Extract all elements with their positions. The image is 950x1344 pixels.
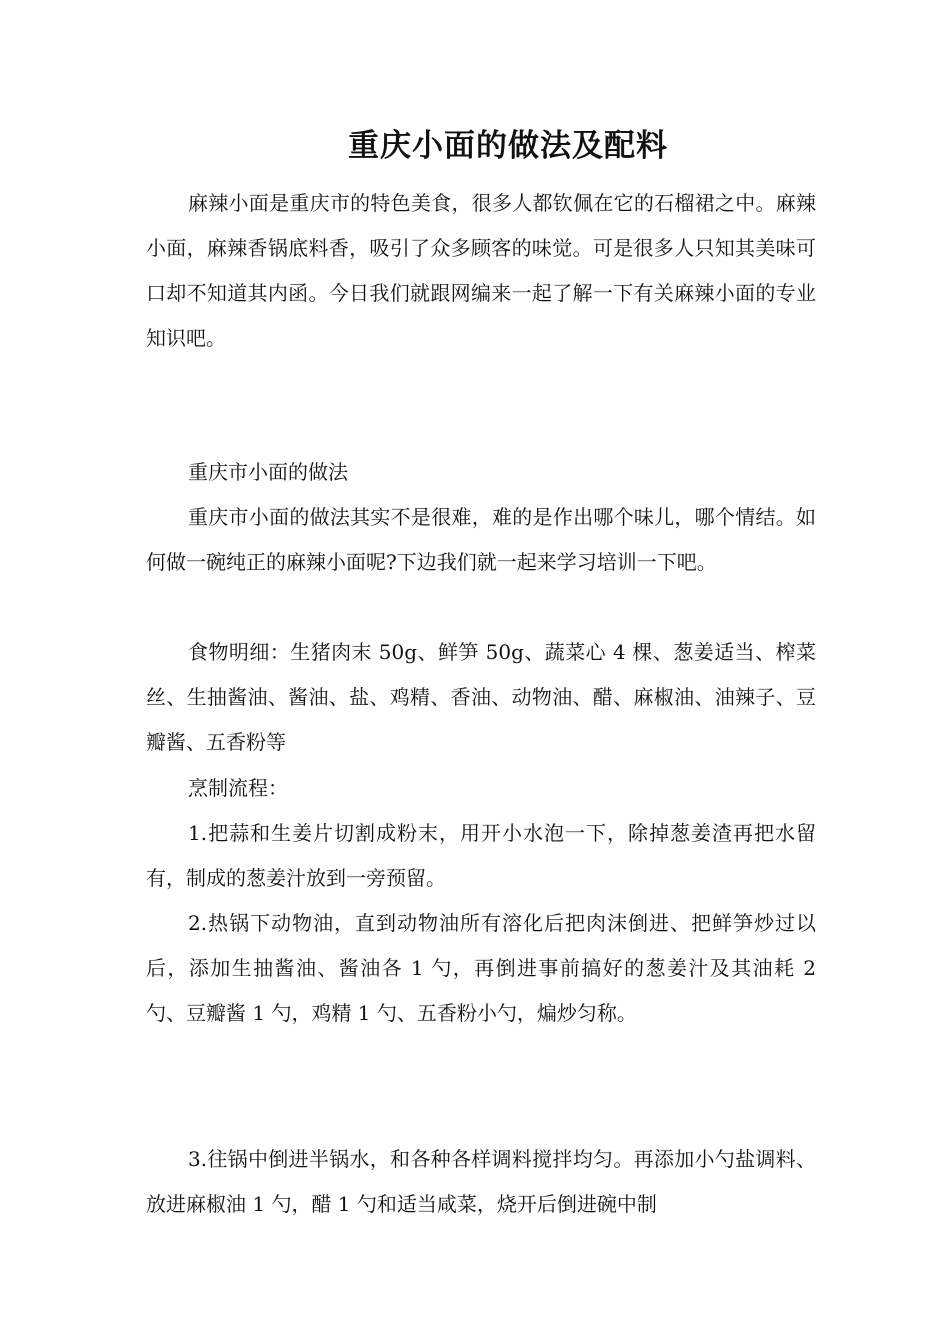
document-title: 重庆小面的做法及配料 bbox=[348, 128, 668, 164]
step-2-paragraph: 2.热锅下动物油，直到动物油所有溶化后把肉沫倒进、把鲜笋炒过以后，添加生抽酱油、酱油各 1 勺，再倒进事前搞好的葱姜汁及其油耗 2 勺、豆瓣酱 1 勺，鸡精 1 勺、五香粉小勺，煸炒匀称。 bbox=[146, 911, 816, 1025]
process-heading: 烹制流程： bbox=[188, 776, 288, 800]
section-intro-paragraph: 重庆市小面的做法其实不是很难，难的是作出哪个味儿，哪个情结。如何做一碗纯正的麻辣小面呢?下边我们就一起来学习培训一下吧。 bbox=[146, 505, 816, 574]
intro-paragraph: 麻辣小面是重庆市的特色美食，很多人都钦佩在它的石榴裙之中。麻辣小面，麻辣香锅底料香，吸引了众多顾客的味觉。可是很多人只知其美味可口却不知道其内函。今日我们就跟网编来一起了解一下有关麻辣小面的专业知识吧。 bbox=[146, 191, 816, 350]
step-3-paragraph: 3.往锅中倒进半锅水，和各种各样调料搅拌均匀。再添加小勺盐调料、放进麻椒油 1 勺，醋 1 勺和适当咸菜，烧开后倒进碗中制 bbox=[146, 1147, 816, 1216]
ingredients-paragraph: 食物明细：生猪肉末 50g、鲜笋 50g、蔬菜心 4 棵、葱姜适当、榨菜丝、生抽酱油、酱油、盐、鸡精、香油、动物油、醋、麻椒油、油辣子、豆瓣酱、五香粉等 bbox=[146, 640, 816, 754]
step-1-paragraph: 1.把蒜和生姜片切割成粉末，用开小水泡一下，除掉葱姜渣再把水留有，制成的葱姜汁放到一旁预留。 bbox=[146, 821, 816, 890]
section-heading: 重庆市小面的做法 bbox=[188, 460, 348, 484]
